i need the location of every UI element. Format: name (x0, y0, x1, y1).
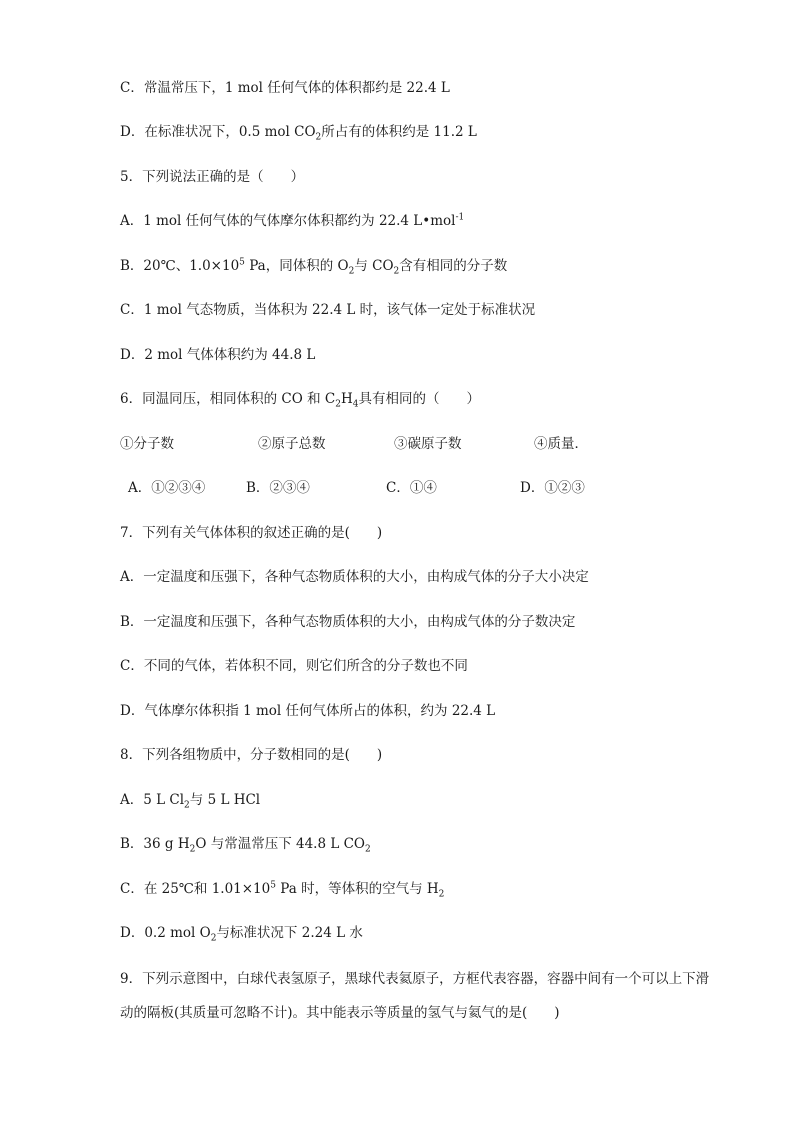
q6-option-a: A．①②③④ (128, 480, 206, 496)
q4-option-c: C．常温常压下，1 mol 任何气体的体积都约是 22.4 L (120, 80, 450, 96)
q8-option-a: A．5 L $Cl_2$与 5 L HCl (120, 792, 261, 811)
q6-item-1: ①分子数 (120, 436, 174, 452)
q7-stem: 7．下列有关气体体积的叙述正确的是( ) (120, 525, 383, 541)
q8-stem: 8．下列各组物质中，分子数相同的是( ) (120, 747, 383, 763)
q8-option-b: B．36 g $H_2O$ 与常温常压下 44.8 L $CO_2$ (120, 836, 371, 855)
q6-item-4: ④质量． (534, 436, 588, 452)
q7-option-b: B．一定温度和压强下，各种气态物质体积的大小，由构成气体的分子数决定 (120, 614, 576, 630)
q5-option-c: C．1 mol 气态物质，当体积为 22.4 L 时，该气体一定处于标准状况 (120, 302, 536, 318)
q8-option-c: C．在 25℃和 $1.01\times 10^5$ Pa 时，等体积的空气与 $H_2$ (120, 880, 445, 900)
q7-option-a: A．一定温度和压强下，各种气态物质体积的大小，由构成气体的分子大小决定 (120, 569, 589, 585)
q6-option-b: B．②③④ (246, 480, 310, 496)
q8-option-d: D．0.2 mol $O_2$与标准状况下 2.24 L 水 (120, 925, 363, 944)
q6-option-d: D．①②③ (520, 480, 585, 496)
q9-stem: 9．下列示意图中，白球代表氢原子，黑球代表氦原子，方框代表容器，容器中间有一个可以上下滑动的隔板(其质量可忽略不计)。其中能表示等质量的氢气与氦气的是( ) (120, 971, 710, 1021)
q6-stem: 6．同温同压，相同体积的 CO 和 $C_2H_4$具有相同的（ ） (120, 391, 480, 410)
q5-option-b: B．20℃、$1.0\times 10^5$ Pa，同体积的 $O_2$与 $CO_2$含有相同的分子数 (120, 257, 508, 277)
q4-option-d: D．在标准状况下，0.5 mol $CO_2$所占有的体积约是 11.2 L (120, 124, 477, 143)
q6-option-c: C．①④ (386, 480, 437, 496)
q6-item-3: ③碳原子数 (394, 436, 462, 452)
q7-option-d: D．气体摩尔体积指 1 mol 任何气体所占的体积，约为 22.4 L (120, 703, 496, 719)
q7-option-c: C．不同的气体，若体积不同，则它们所含的分子数也不同 (120, 658, 468, 674)
q6-item-2: ②原子总数 (258, 436, 326, 452)
q5-stem: 5．下列说法正确的是（ ） (120, 169, 305, 185)
q5-option-d: D．2 mol 气体体积约为 44.8 L (120, 347, 316, 363)
q5-option-a: A．1 mol 任何气体的气体摩尔体积都约为 22.4 L•mol$^{-1}$ (120, 212, 465, 229)
